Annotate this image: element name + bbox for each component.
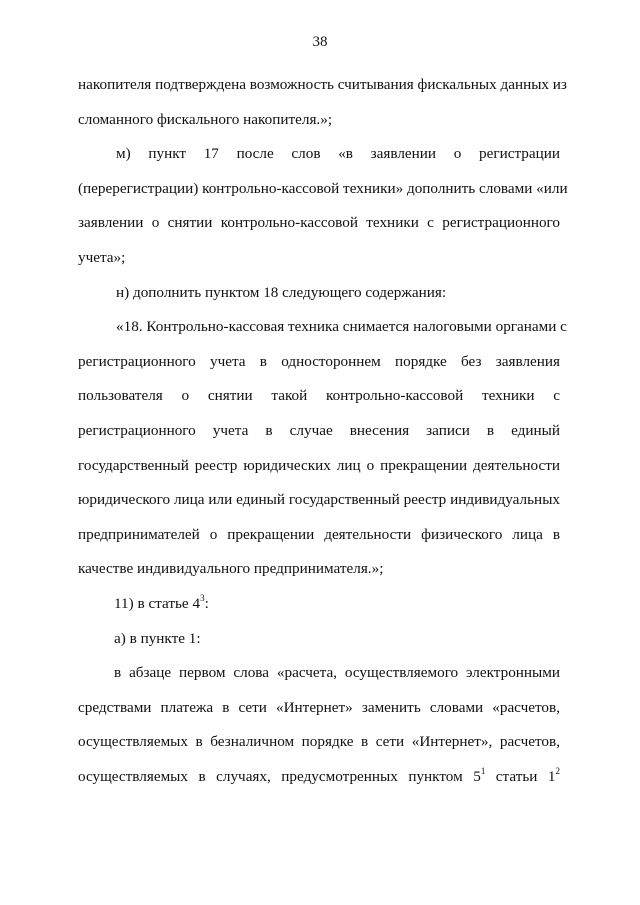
text-line	[78, 137, 560, 172]
line-text: н) дополнить пунктом 18 следующего содержания:	[116, 283, 447, 301]
line-text: качестве индивидуального предпринимателя.»;	[78, 560, 384, 578]
text-line	[78, 622, 560, 657]
text-line	[78, 241, 560, 276]
line-text: пользователя о снятии такой контрольно-кассовой техники с	[78, 387, 560, 405]
superscript: 2	[555, 765, 560, 776]
line-text: юридического лица или единый государственный реестр индивидуальных	[78, 491, 560, 509]
text-line	[78, 172, 568, 207]
line-text: сломанного фискального накопителя.»;	[78, 110, 333, 128]
text-line	[78, 414, 560, 449]
page-number: 38	[312, 34, 328, 50]
text-line	[78, 276, 560, 311]
line-text: предпринимателей о прекращении деятельности физического лица в	[78, 525, 560, 543]
text-line	[78, 379, 560, 414]
text-line	[78, 656, 560, 691]
line-text: накопителя подтверждена возможность считывания фискальных данных из	[78, 76, 567, 93]
line-text: осуществляемых в безналичном порядке в сети «Интернет», расчетов,	[78, 733, 560, 751]
superscript: 3	[200, 592, 205, 603]
line-text: осуществляемых в случаях, предусмотренных пунктом 5	[78, 767, 481, 785]
text-line	[78, 68, 567, 103]
line-text: государственный реестр юридических лиц о прекращении деятельности	[78, 456, 560, 474]
line-text: регистрационного учета в случае внесения записи в единый	[78, 421, 560, 439]
document-body	[78, 68, 568, 794]
text-line	[78, 725, 560, 760]
line-text-suffix: :	[204, 594, 209, 612]
text-line	[78, 345, 560, 380]
line-text: (перерегистрации) контрольно-кассовой техники» дополнить словами «или	[78, 179, 568, 197]
text-line	[78, 760, 560, 795]
line-text: статьи 1	[485, 767, 556, 785]
line-text: заявлении о снятии контрольно-кассовой техники с регистрационного	[78, 214, 560, 232]
line-text: учета»;	[78, 248, 126, 266]
text-line	[78, 310, 567, 345]
text-line	[78, 449, 560, 484]
line-text: регистрационного учета в одностороннем порядке без заявления	[78, 352, 560, 370]
line-text: м) пункт 17 после слов «в заявлении о регистрации	[116, 145, 560, 163]
text-line	[78, 483, 560, 518]
text-line	[78, 518, 560, 553]
text-line	[78, 587, 560, 622]
superscript: 1	[480, 765, 486, 776]
line-text: а) в пункте 1:	[114, 629, 201, 647]
text-line	[78, 552, 560, 587]
text-line	[78, 103, 560, 138]
text-line	[78, 206, 560, 241]
line-text: 11) в статье 4	[114, 594, 201, 612]
line-text: «18. Контрольно-кассовая техника снимается налоговыми органами с	[116, 318, 567, 336]
line-text: средствами платежа в сети «Интернет» заменить словами «расчетов,	[78, 698, 560, 716]
text-line	[78, 691, 560, 726]
line-text: в абзаце первом слова «расчета, осуществляемого электронными	[114, 664, 560, 682]
